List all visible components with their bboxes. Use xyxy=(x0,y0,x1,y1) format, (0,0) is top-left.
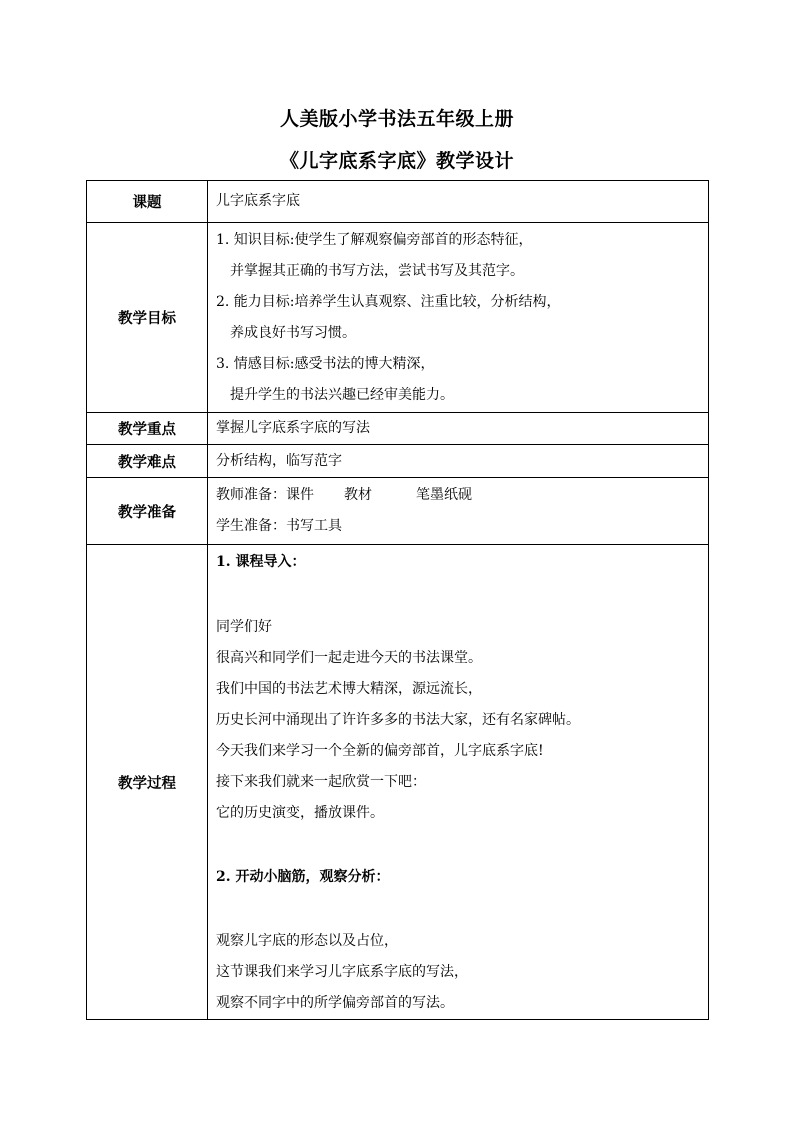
process-line: 同学们好 xyxy=(216,619,272,635)
process-line: 今天我们来学习一个全新的偏旁部首，儿字底系字底! xyxy=(216,743,544,759)
document-subtitle: 《儿字底系字底》教学设计 xyxy=(279,150,514,172)
student-preparation: 学生准备：书写工具 xyxy=(216,518,342,534)
row-key-points xyxy=(87,413,709,445)
process-line: 这节课我们来学习儿字底系字底的写法， xyxy=(216,964,468,980)
process-line: 历史长河中涌现出了许许多多的书法大家，还有名家碑帖。 xyxy=(216,712,580,728)
objective-line: 养成良好书写习惯。 xyxy=(230,324,356,341)
row-process xyxy=(87,545,709,1020)
objective-line: 1. 知识目标:使学生了解观察偏旁部首的形态特征， xyxy=(216,231,533,248)
section-heading: 2. 开动小脑筋，观察分析： xyxy=(216,869,390,885)
objectives-label: 教学目标 xyxy=(87,223,208,413)
process-content xyxy=(208,545,709,1020)
objective-line: 3. 情感目标:感受书法的博大精深， xyxy=(216,355,435,372)
difficulties-text: 分析结构，临写范字 xyxy=(216,452,342,469)
process-line: 很高兴和同学们一起走进今天的书法课堂。 xyxy=(216,650,482,666)
row-objectives xyxy=(87,223,709,413)
process-line: 我们中国的书法艺术博大精深，源远流长， xyxy=(216,681,482,697)
topic-value xyxy=(208,181,709,223)
preparation-label: 教学准备 xyxy=(87,478,208,545)
preparation-content xyxy=(208,478,709,545)
section-heading: 1. 课程导入： xyxy=(216,554,306,570)
row-topic xyxy=(87,181,709,223)
teacher-preparation-item: 教材 xyxy=(344,487,372,503)
key-points-text: 掌握儿字底系字底的写法 xyxy=(216,420,370,436)
objective-line: 并掌握其正确的书写方法，尝试书写及其范字。 xyxy=(230,262,524,279)
lesson-plan-table xyxy=(86,180,709,1020)
row-difficulties xyxy=(87,445,709,478)
teacher-preparation-prefix: 教师准备：课件 xyxy=(216,487,314,503)
teacher-preparation-item: 笔墨纸砚 xyxy=(416,487,472,503)
document-title: 人美版小学书法五年级上册 xyxy=(279,108,514,130)
difficulties-value xyxy=(208,445,709,478)
process-line: 它的历史演变，播放课件。 xyxy=(216,805,384,821)
topic-text: 儿字底系字底 xyxy=(216,193,300,209)
objectives-content xyxy=(208,223,709,413)
process-line: 观察儿字底的形态以及占位， xyxy=(216,933,398,949)
topic-label: 课题 xyxy=(87,181,208,223)
process-line: 接下来我们就来一起欣赏一下吧： xyxy=(216,774,426,790)
blank-line xyxy=(216,829,708,862)
blank-line xyxy=(216,893,708,926)
key-points-label: 教学重点 xyxy=(87,413,208,445)
key-points-value xyxy=(208,413,709,445)
process-line: 观察不同字中的所学偏旁部首的写法。 xyxy=(216,995,454,1011)
objective-line: 提升学生的书法兴趣已经审美能力。 xyxy=(230,386,454,403)
blank-line xyxy=(216,579,708,612)
objective-line: 2. 能力目标:培养学生认真观察、注重比较，分析结构， xyxy=(216,293,561,310)
process-label: 教学过程 xyxy=(87,545,208,1020)
row-preparation xyxy=(87,478,709,545)
teacher-preparation xyxy=(216,480,708,511)
difficulties-label: 教学难点 xyxy=(87,445,208,478)
